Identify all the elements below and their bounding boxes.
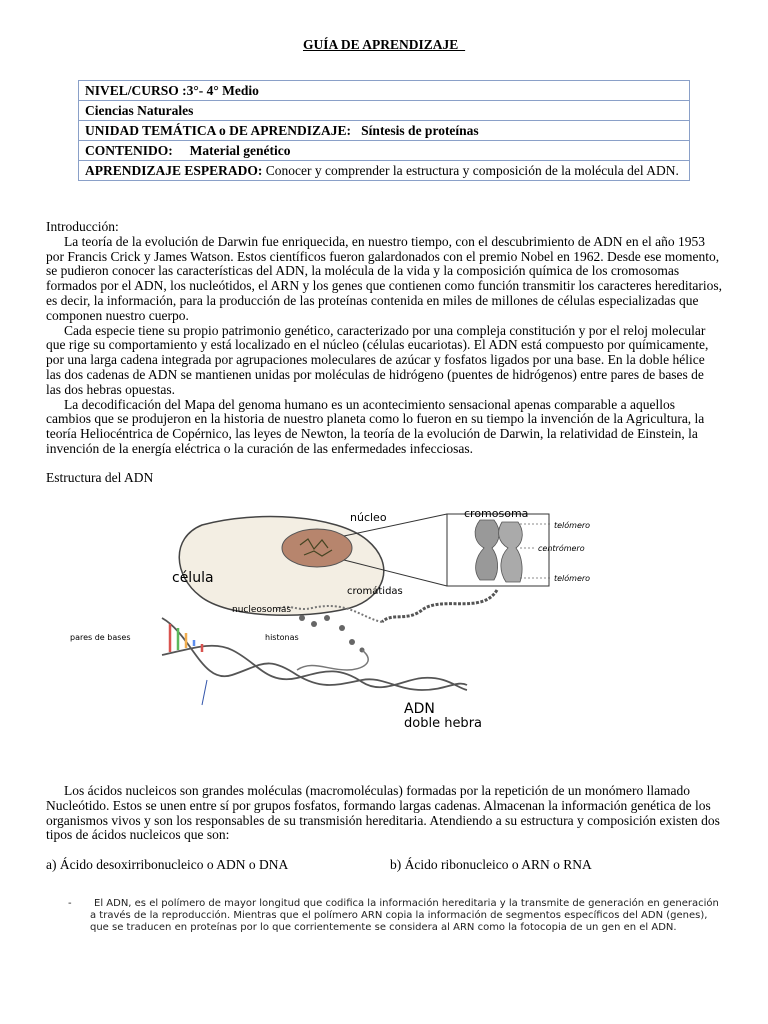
bullet-dash: - bbox=[68, 898, 72, 909]
unidad-label: UNIDAD TEMÁTICA o DE APRENDIZAJE: bbox=[85, 123, 352, 138]
bullet-note bbox=[68, 898, 728, 934]
label-cromosoma: cromosoma bbox=[464, 507, 529, 520]
introduction-section bbox=[46, 220, 722, 457]
estructura-heading: Estructura del ADN bbox=[46, 470, 154, 485]
nucleic-acids-section bbox=[46, 784, 722, 843]
bullet-text: El ADN, es el polímero de mayor longitud que codifica la información hereditaria y la transmite de generación en generación a través de la reproducción. Mientras que el polímero ARN copia la información de segmentos específicos del ADN (genes), que se traducen en proteínas por lo que corrientemente se considera al ARN como la fotocopia de un gen en el ADN. bbox=[90, 898, 719, 933]
label-cromatidas: cromátidas bbox=[347, 586, 403, 597]
label-nucleosomas: nucleosomas bbox=[232, 605, 292, 615]
asignatura-cell: Ciencias Naturales bbox=[79, 101, 690, 121]
label-celula: célula bbox=[172, 570, 214, 586]
unidad-cell bbox=[79, 121, 690, 141]
label-telomero-top: telómero bbox=[554, 521, 591, 530]
intro-paragraph-3: La decodificación del Mapa del genoma humano es un acontecimiento sensacional apenas comparable a aquellos cambios que se produjeron en la historia de nuestro planeta como lo fueron en su tiempo la invención de la Agricultura, la teoría Heliocéntrica de Copérnico, las leyes de Newton, la teoría de la evolución de Darwin, la relatividad de Einstein, la invención de la energía eléctrica o la curación de las enfermedades infecciosas. bbox=[46, 396, 705, 456]
dna-structure-diagram bbox=[62, 500, 591, 750]
type-a: a) Ácido desoxirribonucleico o ADN o DNA bbox=[46, 857, 289, 872]
label-doble-hebra: doble hebra bbox=[404, 716, 482, 731]
label-pares-bases: pares de bases bbox=[70, 633, 131, 642]
intro-paragraph-1: La teoría de la evolución de Darwin fue enriquecida, en nuestro tiempo, con el descubrimiento de ADN en el año 1953 por Francis Crick y James Watson. Estos científicos fueron galardonados con el premio Nobel en 1962. Desde ese momento, se pudieron conocer las características del ADN, la molécula de la vida y la composición química de los cromosomas formados por el ADN, los nucleótidos, el ARN y los genes que contienen como función transmitir los caracteres hereditarios, es decir, la información, para la producción de las proteínas contenida en miles de millones de células especializadas que componen nuestro cuerpo. bbox=[46, 233, 722, 323]
cell-illustration bbox=[179, 517, 384, 616]
label-nucleo: núcleo bbox=[350, 511, 387, 524]
label-histonas: histonas bbox=[265, 633, 299, 642]
nivel-cell: NIVEL/CURSO :3°- 4° Medio bbox=[79, 81, 690, 101]
aprendizaje-cell bbox=[79, 161, 690, 181]
intro-paragraph-2: Cada especie tiene su propio patrimonio genético, caracterizado por una compleja constitución y por el reloj molecular que rige su comportamiento y está localizado en el núcleo (células eucariotas). El ADN está compuesto por químicamente, por una larga cadena integrada por agrupaciones moleculares de azúcar y fosfatos ligados por una base. En la doble hélice las dos cadenas de ADN se mantienen unidas por moléculas de hidrógeno (puentes de hidrógenos) entre pares de bases de las dos hebras opuestas. bbox=[46, 322, 709, 397]
unidad-value: Síntesis de proteínas bbox=[361, 123, 479, 138]
nucleic-acids-paragraph: Los ácidos nucleicos son grandes moléculas (macromoléculas) formadas por la repetición de un monómero llamado Nucleótido. Estos se unen entre sí por grupos fosfatos, formando largas cadenas. Almacenan la información genética de los organismos vivos y son los responsables de su transmisión hereditaria. Atendiendo a su estructura y composición existen dos tipos de ácidos nucleicos que son: bbox=[46, 783, 720, 843]
page-title: GUÍA DE APRENDIZAJE_ bbox=[302, 37, 466, 52]
aprendizaje-label: APRENDIZAJE ESPERADO: bbox=[85, 163, 263, 178]
label-telomero-bottom: telómero bbox=[554, 574, 591, 583]
course-info-table bbox=[78, 80, 690, 181]
dna-double-helix bbox=[162, 618, 467, 705]
contenido-label: CONTENIDO: bbox=[85, 143, 173, 158]
contenido-cell bbox=[79, 141, 690, 161]
aprendizaje-value: Conocer y comprender la estructura y composición de la molécula del ADN. bbox=[262, 163, 679, 178]
label-centromero: centrómero bbox=[538, 544, 585, 553]
label-adn: ADN bbox=[404, 701, 435, 717]
intro-heading: Introducción: bbox=[46, 219, 119, 234]
type-b: b) Ácido ribonucleico o ARN o RNA bbox=[390, 857, 592, 872]
contenido-value: Material genético bbox=[189, 143, 291, 158]
